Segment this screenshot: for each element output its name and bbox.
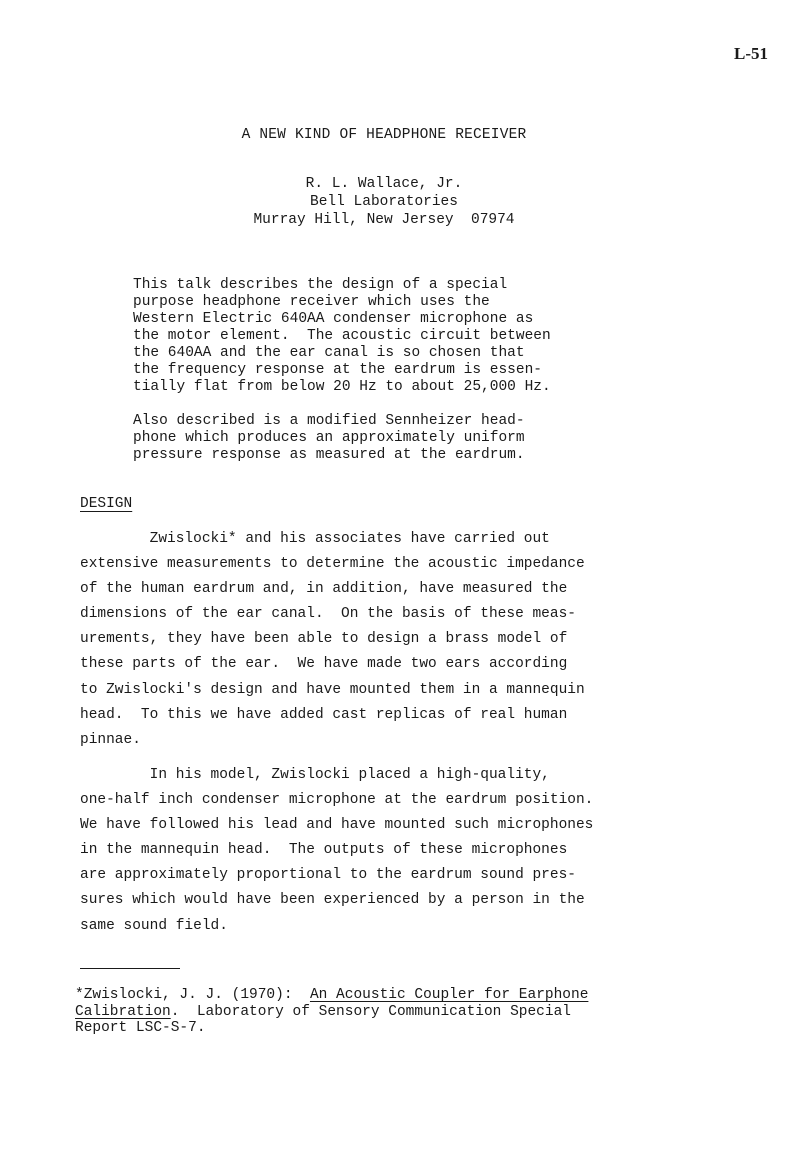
footnote-rest: . Laboratory of Sensory Communication Special (170, 1003, 571, 1020)
paper-title: A NEW KIND OF HEADPHONE RECEIVER (241, 127, 527, 143)
author-name: R. L. Wallace, Jr. (305, 176, 463, 192)
section-heading: DESIGN (80, 496, 133, 512)
body-paragraph-1: Zwislocki* and his associates have carried out extensive measurements to determine the acoustic impedance of the human eardrum and, in addition, have measured the dimensions of the ear canal. On the basis of these meas- urements, they have been able to design a brass model of these parts of the ear. We have made two ears according to Zwislocki's design and have mounted them in a mannequin head. To this we have added cast replicas of real human pinnae. (80, 531, 585, 748)
footnote-prefix: *Zwislocki, J. J. (1970): (75, 987, 310, 1003)
author-block (0, 175, 768, 229)
footnote-report: Report LSC-S-7. (75, 1020, 206, 1036)
footnote-title-part1: An Acoustic Coupler for Earphone (309, 987, 589, 1003)
abstract-paragraph-1: This talk describes the design of a special purpose headphone receiver which uses the Western Electric 640AA condenser microphone as the motor element. The acoustic circuit between the 640AA and the ear canal is so chosen that the frequency response at the eardrum is essen- tially flat from below 20 Hz to about 25,000 Hz. (133, 277, 551, 395)
footnote (75, 987, 588, 1037)
page-number: L-51 (734, 44, 768, 63)
author-affiliation: Bell Laboratories (310, 194, 458, 210)
abstract-paragraph-2: Also described is a modified Sennheizer head- phone which produces an approximately uniform pressure response as measured at the eardrum. (133, 413, 525, 463)
author-address: Murray Hill, New Jersey 07974 (253, 212, 515, 228)
footnote-divider (80, 968, 180, 969)
body-paragraph-2: In his model, Zwislocki placed a high-quality, one-half inch condenser microphone at the eardrum position. We have followed his lead and have mounted such microphones in the mannequin head. The outputs of these microphones are approximately proportional to the eardrum sound pres- sures which would have been experienced by a person in the same sound field. (80, 767, 594, 934)
footnote-title-part2: Calibration (75, 1003, 171, 1020)
